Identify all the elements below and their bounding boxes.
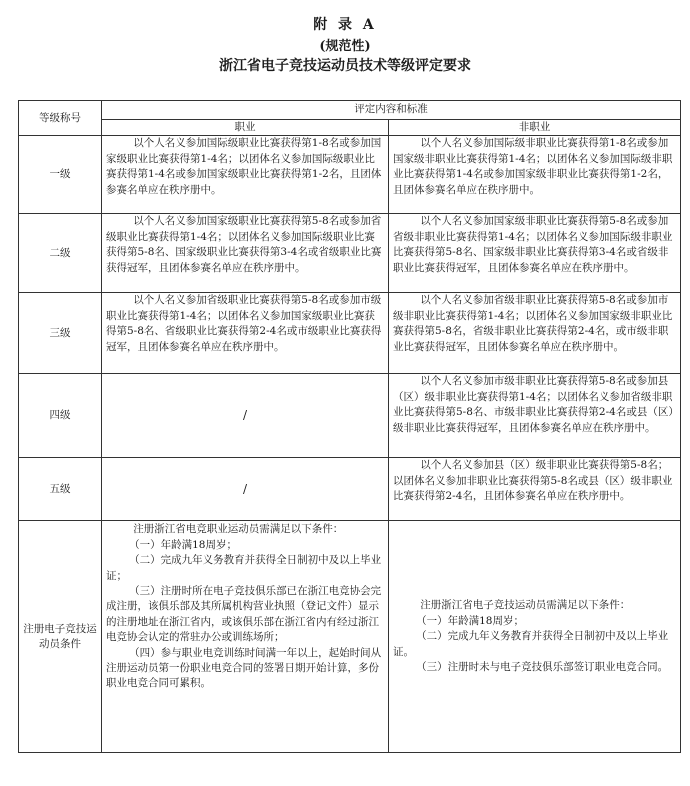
professional-criteria: 以个人名义参加省级职业比赛获得第5-8名或参加市级职业比赛获得第1-4名；以团体名义参加国家级职业比赛获得第5-8名、省级职业比赛获得第2-4名或市级职业比赛获得冠军，且团体参赛名单应在秩序册中。: [102, 293, 389, 374]
nonprofessional-condition-item: （一）年龄满18周岁；: [416, 614, 524, 627]
level-name: 二级: [19, 214, 102, 293]
grade-requirements-table: [18, 100, 681, 753]
header-nonprofessional: 非职业: [389, 120, 681, 136]
appendix-label: 附 录 A: [313, 17, 377, 33]
professional-criteria-empty: /: [102, 374, 389, 458]
professional-criteria: 以个人名义参加国际级职业比赛获得第1-8名或参加国家级职业比赛获得第1-4名；以团体名义参加国际级职业比赛获得第1-4名或参加国家级职业比赛获得第1-2名，且团体参赛名单应在秩序册中。: [102, 136, 389, 214]
nonprofessional-conditions: [389, 521, 681, 753]
table-row-level-3: [19, 293, 681, 374]
professional-criteria: 以个人名义参加国家级职业比赛获得第5-8名或参加省级职业比赛获得第1-4名；以团体名义参加国际级职业比赛获得第5-8名、国家级职业比赛获得第3-4名或省级职业比赛获得冠军，且团体参赛名单应在秩序册中。: [102, 214, 389, 293]
level-name: 四级: [19, 374, 102, 458]
professional-condition-item: （四）参与职业电竞训练时间满一年以上，起始时间从注册运动员第一份职业电竞合同的签署日期开始计算，多份职业电竞合同可累积。: [106, 646, 382, 690]
table-row-level-5: [19, 458, 681, 521]
professional-conditions-intro: 注册浙江省电竞职业运动员需满足以下条件：: [133, 523, 344, 536]
table-row-registration-conditions: [19, 521, 681, 753]
normative-label: (规范性): [319, 39, 371, 54]
professional-condition-item: （三）注册时所在电子竞技俱乐部已在浙江电竞协会完成注册，该俱乐部及其所属机构营业执照（登记文件）显示的注册地址在浙江省内，或该俱乐部在浙江省内有经过浙江电竞协会认定的常驻办公或训练场所；: [106, 585, 382, 644]
conditions-label: 注册电子竞技运动员条件: [19, 521, 102, 753]
nonprofessional-criteria: 以个人名义参加国际级非职业比赛获得第1-8名或参加国家级非职业比赛获得第1-4名；以团体名义参加国际级非职业比赛获得第1-4名或参加国家级非职业比赛获得第1-2名，且团体参赛名单应在秩序册中。: [389, 136, 681, 214]
level-name: 三级: [19, 293, 102, 374]
professional-conditions: [102, 521, 389, 753]
header-criteria: 评定内容和标准: [102, 101, 681, 120]
nonprofessional-criteria: 以个人名义参加县（区）级非职业比赛获得第5-8名；以团体名义参加非职业比赛获得第5-8名或县（区）级非职业比赛获得第2-4名，且团体参赛名单应在秩序册中。: [389, 458, 681, 521]
professional-condition-item: （一）年龄满18周岁；: [129, 538, 237, 551]
header-level: 等级称号: [19, 101, 102, 136]
document-title: 浙江省电子竞技运动员技术等级评定要求: [219, 58, 471, 74]
nonprofessional-condition-item: （二）完成九年义务教育并获得全日制初中及以上毕业证。: [393, 630, 669, 658]
table-row-level-1: [19, 136, 681, 214]
nonprofessional-criteria: 以个人名义参加省级非职业比赛获得第5-8名或参加市级非职业比赛获得第1-4名；以团体名义参加国家级非职业比赛获得第5-8名，省级非职业比赛获得第2-4名，或市级非职业比赛获得冠军，且团体参赛名单应在秩序册中。: [389, 293, 681, 374]
professional-condition-item: （二）完成九年义务教育并获得全日制初中及以上毕业证；: [106, 554, 382, 582]
nonprofessional-criteria: 以个人名义参加市级非职业比赛获得第5-8名或参加县（区）级非职业比赛获得第1-4名；以团体名义参加省级非职业比赛获得第5-8名、市级非职业比赛获得第2-4名或县（区）级非职业比赛获得冠军，且团体参赛名单应在秩序册中。: [389, 374, 681, 458]
nonprofessional-criteria: 以个人名义参加国家级非职业比赛获得第5-8名或参加省级非职业比赛获得第1-4名；以团体名义参加国际级非职业比赛获得第5-8名、国家级非职业比赛获得第3-4名或省级非职业比赛获得冠军，且团体参赛名单应在秩序册中。: [389, 214, 681, 293]
nonprofessional-condition-item: （三）注册时未与电子竞技俱乐部签订职业电竞合同。: [416, 661, 669, 674]
nonprofessional-conditions-intro: 注册浙江省电子竞技运动员需满足以下条件：: [420, 599, 631, 612]
professional-criteria-empty: /: [102, 458, 389, 521]
table-row-level-4: [19, 374, 681, 458]
level-name: 五级: [19, 458, 102, 521]
header-professional: 职业: [102, 120, 389, 136]
table-row-level-2: [19, 214, 681, 293]
level-name: 一级: [19, 136, 102, 214]
